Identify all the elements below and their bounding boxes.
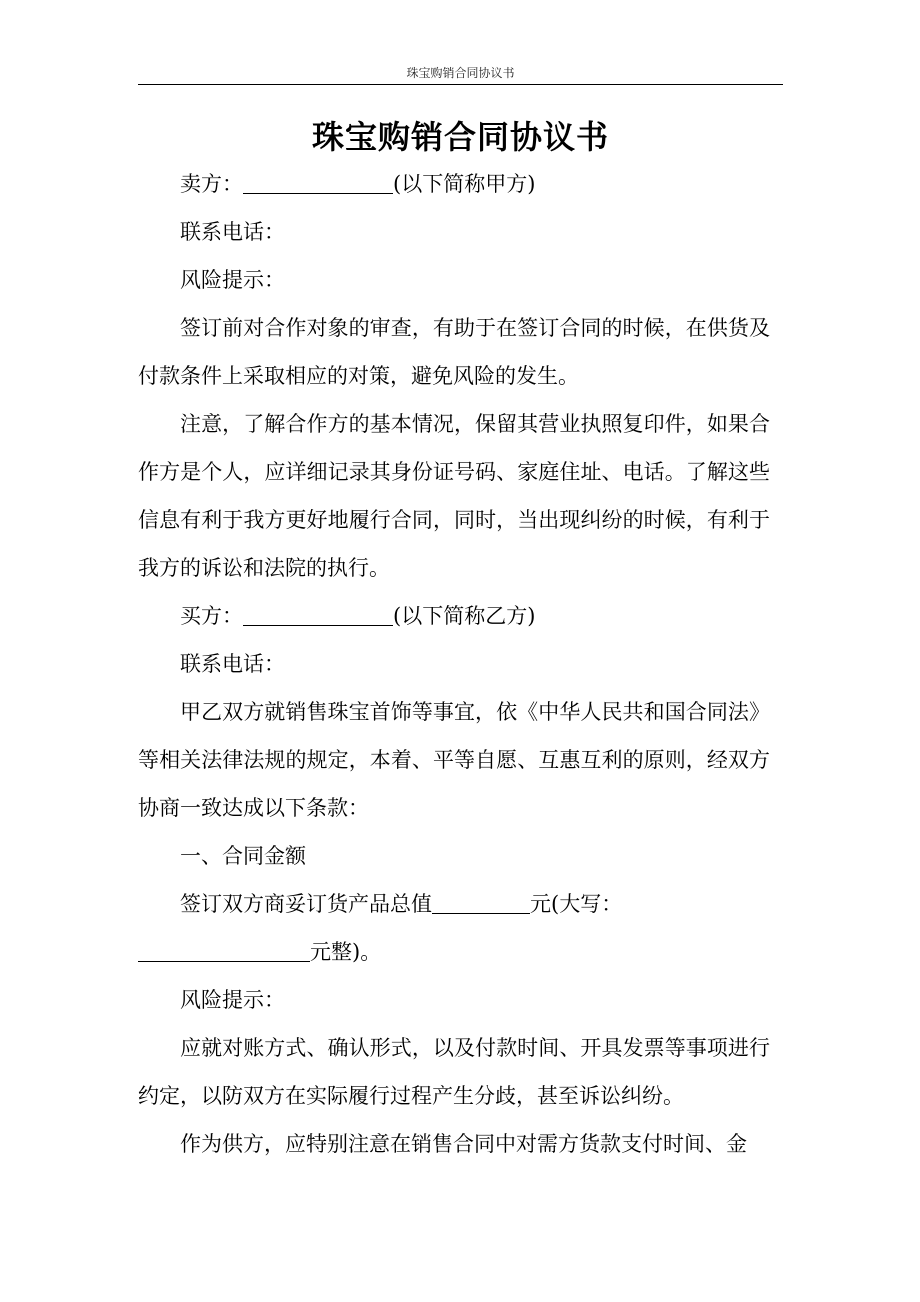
risk-paragraph-3: 应就对账方式、确认形式，以及付款时间、开具发票等事项进行约定，以防双方在实际履行过程产生分歧，甚至诉讼纠纷。 bbox=[138, 1036, 770, 1108]
buyer-suffix: (以下简称乙方) bbox=[393, 604, 536, 628]
seller-phone-line: 联系电话： bbox=[180, 220, 285, 244]
seller-name-blank bbox=[243, 171, 393, 194]
amount-line bbox=[138, 880, 770, 928]
amount-suffix: 元整)。 bbox=[310, 940, 382, 964]
risk-paragraph-4: 作为供方，应特别注意在销售合同中对需方货款支付时间、金 bbox=[180, 1132, 747, 1156]
buyer-name-blank bbox=[243, 603, 393, 626]
risk-paragraph-2: 注意，了解合作方的基本情况，保留其营业执照复印件，如果合作方是个人，应详细记录其身份证号码、家庭住址、电话。了解这些信息有利于我方更好地履行合同，同时，当出现纠纷的时候，有利于我方的诉讼和法院的执行。 bbox=[138, 412, 770, 580]
amount-words-line bbox=[138, 928, 770, 976]
intro-paragraph: 甲乙双方就销售珠宝首饰等事宜，依《中华人民共和国合同法》等相关法律法规的规定，本着、平等自愿、互惠互利的原则，经双方协商一致达成以下条款： bbox=[138, 700, 770, 820]
amount-value-blank bbox=[432, 891, 530, 914]
buyer-label: 买方： bbox=[180, 604, 243, 628]
risk-label: 风险提示： bbox=[180, 268, 285, 292]
seller-label: 卖方： bbox=[180, 172, 243, 196]
document-title: 珠宝购销合同协议书 bbox=[311, 118, 609, 156]
document-body bbox=[138, 160, 770, 1168]
header-rule bbox=[138, 84, 783, 85]
amount-prefix: 签订双方商妥订货产品总值 bbox=[180, 892, 432, 916]
seller-line bbox=[138, 160, 770, 208]
amount-words-blank bbox=[138, 939, 310, 962]
running-header: 珠宝购销合同协议书 bbox=[406, 66, 515, 80]
buyer-phone-line: 联系电话： bbox=[180, 652, 285, 676]
amount-middle: 元(大写： bbox=[530, 892, 623, 916]
risk-label: 风险提示： bbox=[180, 988, 285, 1012]
buyer-line bbox=[138, 592, 770, 640]
risk-paragraph-1: 签订前对合作对象的审查，有助于在签订合同的时候，在供货及付款条件上采取相应的对策，避免风险的发生。 bbox=[138, 316, 770, 388]
seller-suffix: (以下简称甲方) bbox=[393, 172, 536, 196]
section-heading: 一、合同金额 bbox=[180, 844, 306, 868]
